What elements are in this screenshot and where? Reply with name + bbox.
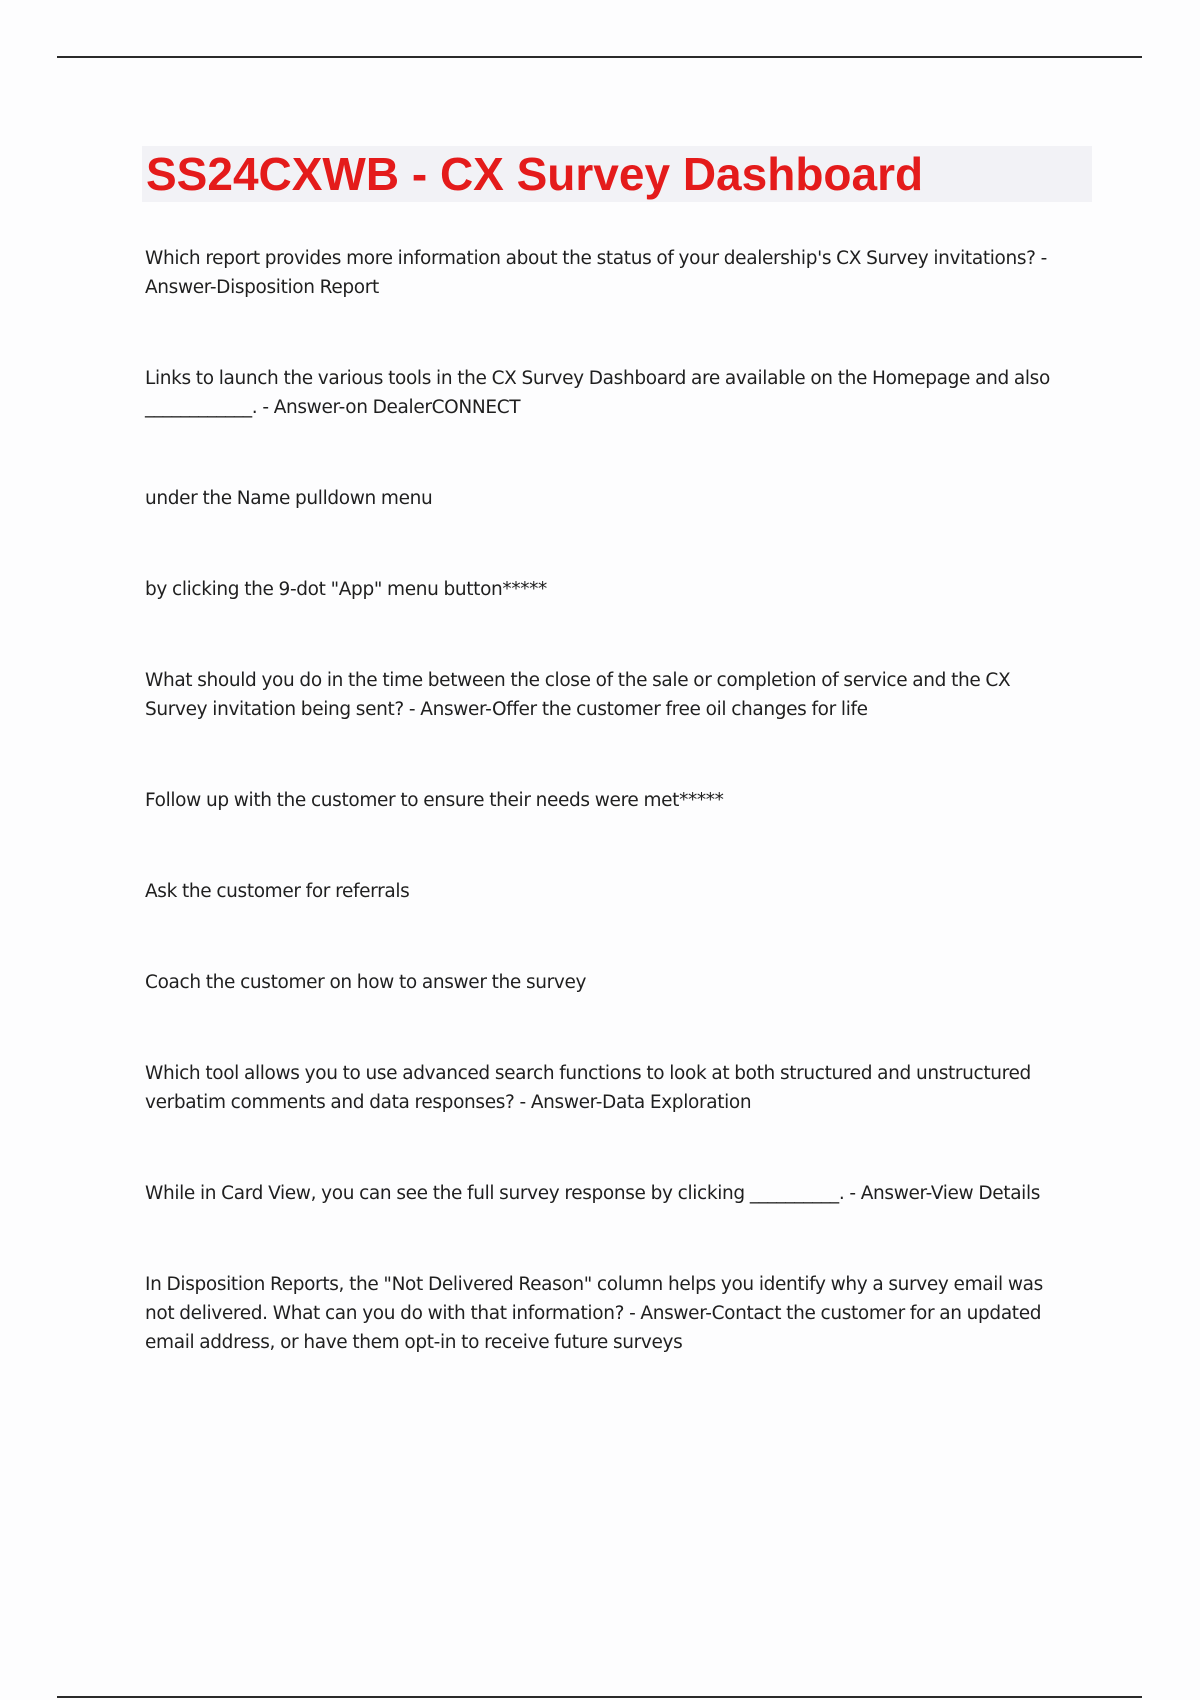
qa-entry-10: While in Card View, you can see the full survey response by clicking __________. - Answer-View Details bbox=[145, 1183, 1041, 1204]
top-rule bbox=[57, 56, 1142, 58]
qa-list bbox=[145, 244, 1075, 1357]
qa-entry-7: Ask the customer for referrals bbox=[145, 881, 410, 902]
qa-entry-4: by clicking the 9-dot "App" menu button***** bbox=[145, 579, 547, 600]
qa-entry-9: Which tool allows you to use advanced search functions to look at both structured and unstructured verbatim comments and data responses? - Answer-Data Exploration bbox=[145, 1063, 1031, 1113]
qa-entry-5: What should you do in the time between the close of the sale or completion of service and the CX Survey invitation being sent? - Answer-Offer the customer free oil changes for life bbox=[145, 670, 1011, 720]
qa-entry-2: Links to launch the various tools in the CX Survey Dashboard are available on the Homepage and also ____________. - Answer-on DealerCONNECT bbox=[145, 368, 1050, 418]
qa-entry-6: Follow up with the customer to ensure their needs were met***** bbox=[145, 790, 724, 811]
qa-entry-3: under the Name pulldown menu bbox=[145, 488, 433, 509]
bottom-rule bbox=[57, 1696, 1142, 1698]
qa-entry-8: Coach the customer on how to answer the survey bbox=[145, 972, 587, 993]
qa-entry-1: Which report provides more information about the status of your dealership's CX Survey invitations? - Answer-Disposition Report bbox=[145, 248, 1047, 298]
qa-entry-11: In Disposition Reports, the "Not Delivered Reason" column helps you identify why a survey email was not delivered. What can you do with that information? - Answer-Contact the customer for an updated email address, or have them opt-in to receive future surveys bbox=[145, 1274, 1043, 1353]
page-title: SS24CXWB - CX Survey Dashboard bbox=[146, 148, 924, 200]
